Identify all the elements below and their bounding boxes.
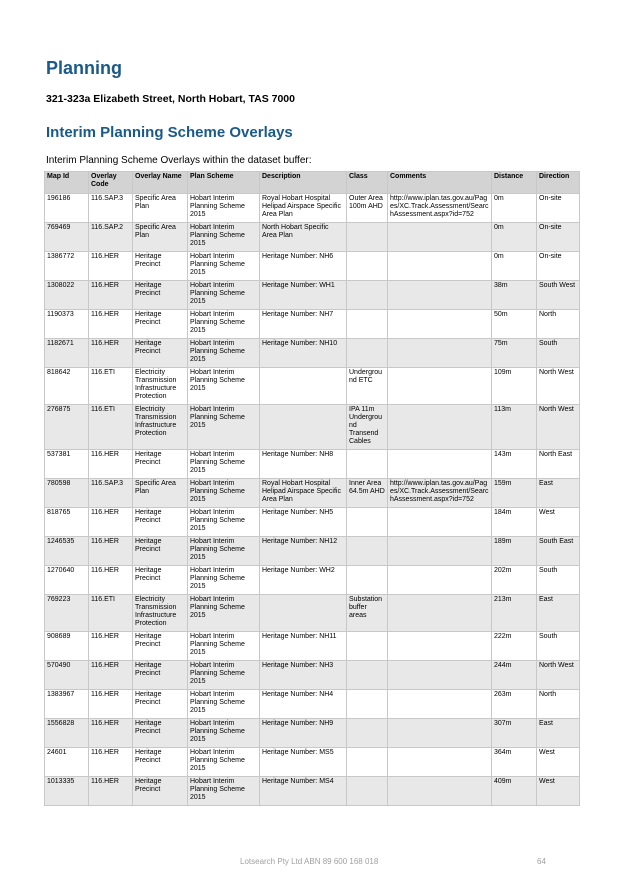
cell-overlay-code: 116.HER xyxy=(89,690,133,719)
cell-map-id: 1270640 xyxy=(45,566,89,595)
cell-direction: East xyxy=(537,719,580,748)
cell-plan-scheme: Hobart Interim Planning Scheme 2015 xyxy=(188,595,260,632)
cell-overlay-name: Heritage Precinct xyxy=(133,719,188,748)
cell-description: Heritage Number: NH11 xyxy=(260,632,347,661)
footer-company: Lotsearch Pty Ltd ABN 89 600 168 018 xyxy=(240,857,379,866)
cell-class xyxy=(347,537,388,566)
table-row xyxy=(45,748,580,777)
cell-map-id: 769223 xyxy=(45,595,89,632)
cell-direction: West xyxy=(537,748,580,777)
cell-description: Heritage Number: NH7 xyxy=(260,310,347,339)
cell-description: Heritage Number: NH8 xyxy=(260,450,347,479)
cell-plan-scheme: Hobart Interim Planning Scheme 2015 xyxy=(188,479,260,508)
cell-overlay-code: 116.HER xyxy=(89,537,133,566)
col-header-description: Description xyxy=(260,172,347,194)
cell-overlay-code: 116.HER xyxy=(89,508,133,537)
cell-plan-scheme: Hobart Interim Planning Scheme 2015 xyxy=(188,777,260,806)
cell-map-id: 1386772 xyxy=(45,252,89,281)
cell-distance: 409m xyxy=(492,777,537,806)
cell-class xyxy=(347,566,388,595)
cell-distance: 159m xyxy=(492,479,537,508)
cell-overlay-code: 116.HER xyxy=(89,661,133,690)
table-row xyxy=(45,690,580,719)
table-row xyxy=(45,719,580,748)
cell-direction: North East xyxy=(537,450,580,479)
page-title: Planning xyxy=(46,58,122,78)
cell-direction: South xyxy=(537,632,580,661)
cell-comments xyxy=(388,595,492,632)
page-number: 64 xyxy=(537,857,546,866)
section-title: Interim Planning Scheme Overlays xyxy=(46,124,293,141)
cell-map-id: 1246535 xyxy=(45,537,89,566)
cell-overlay-code: 116.HER xyxy=(89,748,133,777)
cell-description: Heritage Number: MS4 xyxy=(260,777,347,806)
cell-distance: 184m xyxy=(492,508,537,537)
cell-overlay-code: 116.SAP.2 xyxy=(89,223,133,252)
cell-comments xyxy=(388,719,492,748)
cell-comments xyxy=(388,223,492,252)
cell-class: Outer Area 100m AHD xyxy=(347,194,388,223)
cell-plan-scheme: Hobart Interim Planning Scheme 2015 xyxy=(188,368,260,405)
table-row xyxy=(45,508,580,537)
cell-map-id: 24601 xyxy=(45,748,89,777)
cell-direction: North xyxy=(537,690,580,719)
cell-overlay-code: 116.HER xyxy=(89,777,133,806)
cell-distance: 202m xyxy=(492,566,537,595)
cell-distance: 109m xyxy=(492,368,537,405)
cell-overlay-code: 116.HER xyxy=(89,252,133,281)
cell-description xyxy=(260,368,347,405)
cell-distance: 75m xyxy=(492,339,537,368)
cell-comments xyxy=(388,690,492,719)
cell-class: Substation buffer areas xyxy=(347,595,388,632)
cell-class: IPA 11m Underground Transend Cables xyxy=(347,405,388,450)
cell-comments xyxy=(388,339,492,368)
cell-map-id: 1308022 xyxy=(45,281,89,310)
col-header-plan-scheme: Plan Scheme xyxy=(188,172,260,194)
cell-overlay-name: Electricity Transmission Infrastructure Protection xyxy=(133,595,188,632)
cell-map-id: 780598 xyxy=(45,479,89,508)
cell-direction: West xyxy=(537,508,580,537)
cell-comments xyxy=(388,310,492,339)
cell-overlay-code: 116.HER xyxy=(89,632,133,661)
cell-map-id: 818642 xyxy=(45,368,89,405)
cell-description: Heritage Number: NH5 xyxy=(260,508,347,537)
cell-comments xyxy=(388,777,492,806)
cell-comments xyxy=(388,661,492,690)
cell-plan-scheme: Hobart Interim Planning Scheme 2015 xyxy=(188,405,260,450)
cell-comments: http://www.iplan.tas.gov.au/Pages/XC.Track.Assessment/SearchAssessment.aspx?id=752 xyxy=(388,479,492,508)
cell-direction: East xyxy=(537,595,580,632)
col-header-map-id: Map Id xyxy=(45,172,89,194)
cell-class xyxy=(347,450,388,479)
cell-class xyxy=(347,748,388,777)
cell-plan-scheme: Hobart Interim Planning Scheme 2015 xyxy=(188,748,260,777)
cell-distance: 263m xyxy=(492,690,537,719)
cell-overlay-name: Specific Area Plan xyxy=(133,194,188,223)
cell-overlay-code: 116.ETI xyxy=(89,368,133,405)
cell-overlay-name: Electricity Transmission Infrastructure Protection xyxy=(133,368,188,405)
table-row xyxy=(45,661,580,690)
intro-text: Interim Planning Scheme Overlays within the dataset buffer: xyxy=(46,155,312,166)
cell-direction: West xyxy=(537,777,580,806)
cell-direction: North West xyxy=(537,405,580,450)
table-row xyxy=(45,632,580,661)
cell-overlay-code: 116.SAP.3 xyxy=(89,194,133,223)
cell-overlay-code: 116.SAP.3 xyxy=(89,479,133,508)
cell-distance: 0m xyxy=(492,194,537,223)
cell-plan-scheme: Hobart Interim Planning Scheme 2015 xyxy=(188,450,260,479)
cell-distance: 213m xyxy=(492,595,537,632)
cell-plan-scheme: Hobart Interim Planning Scheme 2015 xyxy=(188,223,260,252)
cell-class xyxy=(347,632,388,661)
cell-comments xyxy=(388,450,492,479)
cell-overlay-name: Heritage Precinct xyxy=(133,566,188,595)
cell-direction: East xyxy=(537,479,580,508)
cell-description: Heritage Number: WH2 xyxy=(260,566,347,595)
cell-plan-scheme: Hobart Interim Planning Scheme 2015 xyxy=(188,252,260,281)
cell-plan-scheme: Hobart Interim Planning Scheme 2015 xyxy=(188,632,260,661)
cell-overlay-name: Heritage Precinct xyxy=(133,281,188,310)
cell-overlay-code: 116.HER xyxy=(89,450,133,479)
cell-distance: 307m xyxy=(492,719,537,748)
cell-plan-scheme: Hobart Interim Planning Scheme 2015 xyxy=(188,508,260,537)
cell-plan-scheme: Hobart Interim Planning Scheme 2015 xyxy=(188,719,260,748)
cell-overlay-name: Heritage Precinct xyxy=(133,339,188,368)
table-row xyxy=(45,368,580,405)
cell-description xyxy=(260,595,347,632)
cell-direction: On-site xyxy=(537,223,580,252)
cell-description: Heritage Number: NH10 xyxy=(260,339,347,368)
cell-map-id: 1190373 xyxy=(45,310,89,339)
col-header-distance: Distance xyxy=(492,172,537,194)
cell-plan-scheme: Hobart Interim Planning Scheme 2015 xyxy=(188,339,260,368)
cell-map-id: 276875 xyxy=(45,405,89,450)
cell-map-id: 1013335 xyxy=(45,777,89,806)
cell-overlay-code: 116.HER xyxy=(89,339,133,368)
table-row xyxy=(45,281,580,310)
col-header-class: Class xyxy=(347,172,388,194)
cell-overlay-code: 116.HER xyxy=(89,310,133,339)
table-row xyxy=(45,777,580,806)
cell-distance: 143m xyxy=(492,450,537,479)
cell-description xyxy=(260,405,347,450)
cell-direction: On-site xyxy=(537,252,580,281)
cell-comments xyxy=(388,368,492,405)
cell-direction: South xyxy=(537,339,580,368)
cell-overlay-name: Electricity Transmission Infrastructure Protection xyxy=(133,405,188,450)
cell-direction: On-site xyxy=(537,194,580,223)
cell-description: Heritage Number: NH3 xyxy=(260,661,347,690)
cell-overlay-name: Heritage Precinct xyxy=(133,661,188,690)
cell-description: Heritage Number: NH12 xyxy=(260,537,347,566)
cell-distance: 0m xyxy=(492,223,537,252)
cell-class xyxy=(347,252,388,281)
table-row xyxy=(45,194,580,223)
cell-map-id: 818765 xyxy=(45,508,89,537)
cell-distance: 244m xyxy=(492,661,537,690)
col-header-overlay-code: Overlay Code xyxy=(89,172,133,194)
table-row xyxy=(45,479,580,508)
cell-overlay-name: Heritage Precinct xyxy=(133,537,188,566)
cell-map-id: 908689 xyxy=(45,632,89,661)
cell-map-id: 769469 xyxy=(45,223,89,252)
cell-overlay-code: 116.ETI xyxy=(89,405,133,450)
cell-comments: http://www.iplan.tas.gov.au/Pages/XC.Track.Assessment/SearchAssessment.aspx?id=752 xyxy=(388,194,492,223)
cell-overlay-name: Heritage Precinct xyxy=(133,252,188,281)
table-row xyxy=(45,405,580,450)
cell-comments xyxy=(388,405,492,450)
cell-map-id: 196186 xyxy=(45,194,89,223)
cell-direction: South East xyxy=(537,537,580,566)
cell-overlay-name: Heritage Precinct xyxy=(133,632,188,661)
cell-comments xyxy=(388,632,492,661)
cell-map-id: 1383967 xyxy=(45,690,89,719)
cell-overlay-name: Heritage Precinct xyxy=(133,450,188,479)
cell-map-id: 537381 xyxy=(45,450,89,479)
cell-overlay-code: 116.ETI xyxy=(89,595,133,632)
table-header-row xyxy=(45,172,580,194)
cell-plan-scheme: Hobart Interim Planning Scheme 2015 xyxy=(188,194,260,223)
cell-distance: 38m xyxy=(492,281,537,310)
cell-description: Heritage Number: MS5 xyxy=(260,748,347,777)
cell-direction: North West xyxy=(537,661,580,690)
cell-map-id: 570490 xyxy=(45,661,89,690)
table-row xyxy=(45,595,580,632)
cell-comments xyxy=(388,508,492,537)
cell-overlay-code: 116.HER xyxy=(89,281,133,310)
cell-direction: South xyxy=(537,566,580,595)
cell-description: Royal Hobart Hospital Helipad Airspace Specific Area Plan xyxy=(260,479,347,508)
cell-distance: 0m xyxy=(492,252,537,281)
cell-map-id: 1182671 xyxy=(45,339,89,368)
table-row xyxy=(45,566,580,595)
cell-comments xyxy=(388,252,492,281)
cell-distance: 189m xyxy=(492,537,537,566)
cell-class xyxy=(347,661,388,690)
cell-class xyxy=(347,281,388,310)
table-row xyxy=(45,339,580,368)
cell-class xyxy=(347,223,388,252)
cell-plan-scheme: Hobart Interim Planning Scheme 2015 xyxy=(188,661,260,690)
cell-plan-scheme: Hobart Interim Planning Scheme 2015 xyxy=(188,281,260,310)
cell-class xyxy=(347,508,388,537)
cell-distance: 364m xyxy=(492,748,537,777)
cell-description: Heritage Number: NH4 xyxy=(260,690,347,719)
cell-plan-scheme: Hobart Interim Planning Scheme 2015 xyxy=(188,310,260,339)
table-row xyxy=(45,310,580,339)
cell-direction: North xyxy=(537,310,580,339)
col-header-direction: Direction xyxy=(537,172,580,194)
cell-overlay-name: Heritage Precinct xyxy=(133,690,188,719)
cell-description: Heritage Number: WH1 xyxy=(260,281,347,310)
cell-class xyxy=(347,339,388,368)
cell-class: Inner Area 64.5m AHD xyxy=(347,479,388,508)
table-row xyxy=(45,450,580,479)
cell-description: Heritage Number: NH6 xyxy=(260,252,347,281)
cell-overlay-name: Heritage Precinct xyxy=(133,777,188,806)
col-header-overlay-name: Overlay Name xyxy=(133,172,188,194)
cell-description: Royal Hobart Hospital Helipad Airspace Specific Area Plan xyxy=(260,194,347,223)
table-row xyxy=(45,537,580,566)
cell-overlay-code: 116.HER xyxy=(89,566,133,595)
cell-distance: 50m xyxy=(492,310,537,339)
col-header-comments: Comments xyxy=(388,172,492,194)
cell-comments xyxy=(388,566,492,595)
cell-class xyxy=(347,310,388,339)
cell-description: North Hobart Specific Area Plan xyxy=(260,223,347,252)
cell-plan-scheme: Hobart Interim Planning Scheme 2015 xyxy=(188,566,260,595)
table-row xyxy=(45,223,580,252)
cell-plan-scheme: Hobart Interim Planning Scheme 2015 xyxy=(188,537,260,566)
cell-description: Heritage Number: NH9 xyxy=(260,719,347,748)
cell-map-id: 1556828 xyxy=(45,719,89,748)
site-address: 321-323a Elizabeth Street, North Hobart, TAS 7000 xyxy=(46,93,295,105)
cell-direction: North West xyxy=(537,368,580,405)
cell-comments xyxy=(388,748,492,777)
cell-comments xyxy=(388,281,492,310)
cell-overlay-name: Heritage Precinct xyxy=(133,310,188,339)
cell-overlay-name: Specific Area Plan xyxy=(133,223,188,252)
cell-class xyxy=(347,690,388,719)
cell-class: Underground ETC xyxy=(347,368,388,405)
cell-direction: South West xyxy=(537,281,580,310)
overlays-table xyxy=(44,171,580,806)
cell-comments xyxy=(388,537,492,566)
cell-class xyxy=(347,719,388,748)
cell-distance: 113m xyxy=(492,405,537,450)
table-row xyxy=(45,252,580,281)
cell-overlay-name: Specific Area Plan xyxy=(133,479,188,508)
cell-overlay-code: 116.HER xyxy=(89,719,133,748)
cell-distance: 222m xyxy=(492,632,537,661)
cell-overlay-name: Heritage Precinct xyxy=(133,508,188,537)
cell-plan-scheme: Hobart Interim Planning Scheme 2015 xyxy=(188,690,260,719)
cell-class xyxy=(347,777,388,806)
cell-overlay-name: Heritage Precinct xyxy=(133,748,188,777)
